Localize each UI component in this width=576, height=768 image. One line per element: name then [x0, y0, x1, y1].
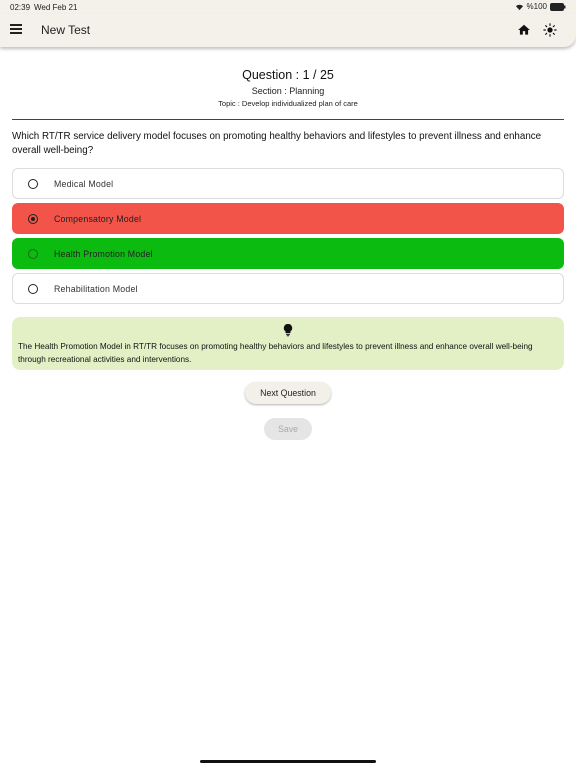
question-header — [0, 68, 576, 108]
battery-icon — [550, 3, 566, 11]
question-number: Question : 1 / 25 — [242, 68, 334, 82]
status-date: Wed Feb 21 — [34, 3, 78, 12]
divider — [12, 119, 564, 120]
option-health-promotion-model[interactable] — [12, 238, 564, 269]
option-label: Compensatory Model — [54, 214, 142, 224]
app-bar — [0, 14, 576, 47]
next-question-button[interactable]: Next Question — [245, 382, 331, 404]
app-title: New Test — [41, 23, 91, 37]
question-text: Which RT/TR service delivery model focuses on promoting healthy behaviors and lifestyles to prevent illness and enhance overall well-being? — [12, 131, 542, 156]
explanation-box — [12, 317, 564, 370]
wifi-icon — [515, 3, 524, 11]
radio-button-selected[interactable] — [28, 214, 38, 224]
menu-icon[interactable] — [10, 24, 22, 36]
option-rehabilitation-model[interactable] — [12, 273, 564, 304]
answer-options — [12, 168, 564, 308]
lightbulb-icon — [282, 323, 294, 337]
question-topic: Topic : Develop individualized plan of care — [218, 99, 358, 108]
status-right — [515, 2, 566, 11]
radio-button[interactable] — [28, 179, 38, 189]
home-indicator[interactable] — [200, 760, 376, 763]
option-medical-model[interactable] — [12, 168, 564, 199]
save-button[interactable]: Save — [264, 418, 312, 440]
option-label: Medical Model — [54, 179, 114, 189]
radio-button[interactable] — [28, 249, 38, 259]
status-bar — [0, 0, 576, 14]
home-icon[interactable] — [517, 23, 531, 37]
battery-label: %100 — [526, 2, 547, 11]
question-section: Section : Planning — [251, 86, 325, 96]
option-label: Rehabilitation Model — [54, 284, 138, 294]
explanation-text: The Health Promotion Model in RT/TR focuses on promoting healthy behaviors and lifestyles to prevent illness and enhance overall well-being through recreational activities and interventions. — [18, 342, 533, 364]
radio-button[interactable] — [28, 284, 38, 294]
sun-icon[interactable] — [543, 23, 557, 37]
status-time: 02:39 — [10, 3, 31, 12]
option-label: Health Promotion Model — [54, 249, 153, 259]
option-compensatory-model[interactable] — [12, 203, 564, 234]
